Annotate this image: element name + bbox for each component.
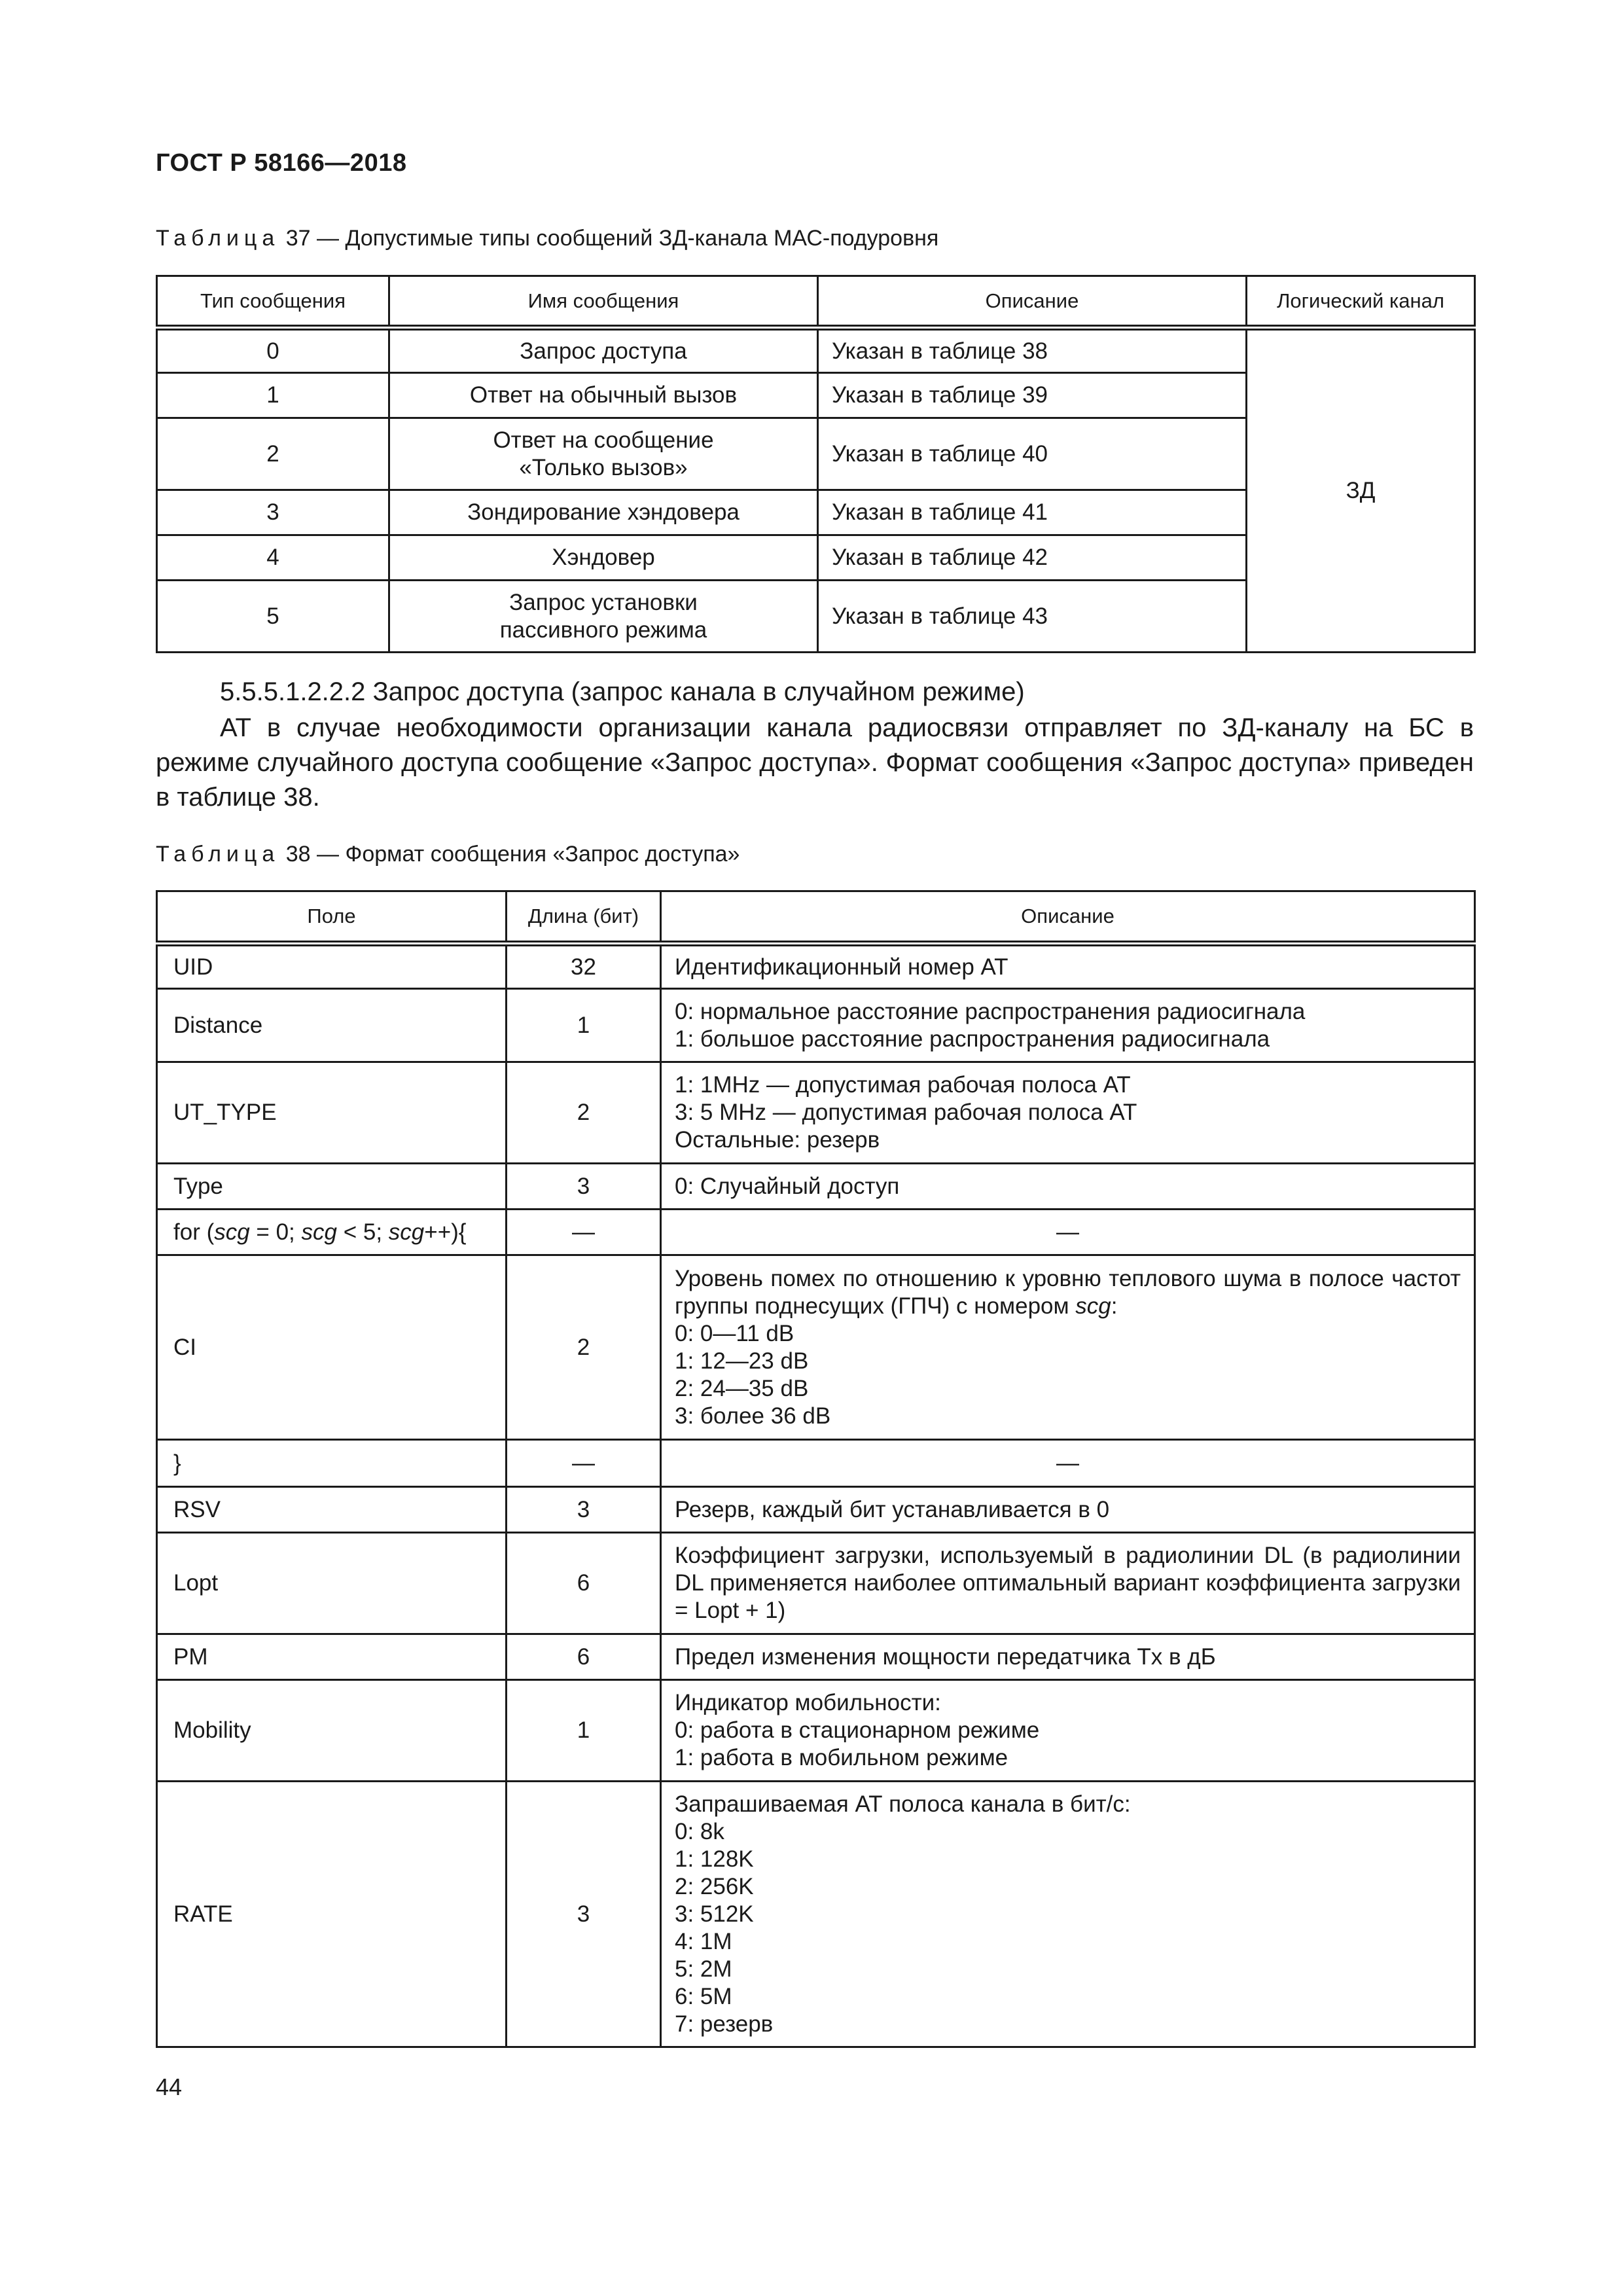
- header-cell: Описание: [818, 276, 1247, 328]
- desc-line: 0: 8k: [675, 1818, 724, 1844]
- cell-desc: [661, 1782, 1475, 2047]
- cell-desc: [661, 1680, 1475, 1782]
- cell-length: 6: [507, 1533, 661, 1634]
- cell-field: UT_TYPE: [157, 1062, 507, 1164]
- cell-name: Зондирование хэндовера: [389, 490, 818, 535]
- desc-punct: :: [1111, 1293, 1118, 1319]
- cell-length: 2: [507, 1062, 661, 1164]
- code-var: scg: [214, 1219, 250, 1245]
- cell-field: CI: [157, 1255, 507, 1440]
- desc-line: 1: 12—23 dB: [675, 1348, 809, 1374]
- cell-channel: ЗД: [1247, 328, 1475, 653]
- cell-desc: [661, 1255, 1475, 1440]
- cell-field: PM: [157, 1634, 507, 1680]
- section-heading-text: 5.5.5.1.2.2.2 Запрос доступа (запрос канала в случайном режиме): [220, 677, 1025, 706]
- table-row: [157, 1533, 1475, 1634]
- name-line: «Только вызов»: [519, 454, 688, 480]
- caption-word: Таблица: [156, 226, 280, 251]
- code-var: scg: [388, 1219, 425, 1245]
- table-row: [157, 1487, 1475, 1533]
- code-var: scg: [301, 1219, 337, 1245]
- cell-name: [389, 418, 818, 490]
- table-row: [157, 1634, 1475, 1680]
- cell-desc: 0: Случайный доступ: [661, 1164, 1475, 1210]
- desc-line: 1: работа в мобильном режиме: [675, 1745, 1008, 1770]
- document-header: ГОСТ Р 58166—2018: [156, 149, 407, 177]
- cell-desc: Указан в таблице 43: [818, 581, 1247, 653]
- desc-line: 0: нормальное расстояние распространения радиосигнала: [675, 998, 1306, 1024]
- desc-line: 3: 512K: [675, 1901, 754, 1927]
- desc-line: 6: 5M: [675, 1983, 732, 2009]
- cell-type: 4: [157, 535, 389, 581]
- cell-length: 6: [507, 1634, 661, 1680]
- cell-name: Запрос доступа: [389, 328, 818, 373]
- section-heading: [156, 675, 1474, 709]
- code-part: < 5;: [336, 1219, 389, 1245]
- cell-desc: Указан в таблице 40: [818, 418, 1247, 490]
- cell-field: Lopt: [157, 1533, 507, 1634]
- cell-field: RSV: [157, 1487, 507, 1533]
- table-row: [157, 1782, 1475, 2047]
- cell-type: 3: [157, 490, 389, 535]
- header-cell: Описание: [661, 891, 1475, 944]
- cell-type: 5: [157, 581, 389, 653]
- desc-line: Индикатор мобильности:: [675, 1690, 941, 1715]
- table-row: [157, 328, 1475, 373]
- desc-var: scg: [1075, 1293, 1111, 1319]
- caption-word: Таблица: [156, 842, 280, 867]
- desc-line: 1: большое расстояние распространения радиосигнала: [675, 1026, 1270, 1052]
- cell-desc: [661, 989, 1475, 1062]
- table-row: [157, 1680, 1475, 1782]
- cell-desc: Коэффициент загрузки, используемый в радиолинии DL (в радиолинии DL применяется наиболее оптимальный вариант коэффициента загрузки = Lopt + 1): [661, 1533, 1475, 1634]
- cell-length: 32: [507, 944, 661, 989]
- cell-length: —: [507, 1440, 661, 1487]
- header-cell: Поле: [157, 891, 507, 944]
- cell-desc: Указан в таблице 42: [818, 535, 1247, 581]
- desc-line: 3: 5 MHz — допустимая рабочая полоса АТ: [675, 1100, 1137, 1125]
- table-row: [157, 1255, 1475, 1440]
- caption-text: 37 — Допустимые типы сообщений ЗД-канала МАС-подуровня: [285, 226, 939, 251]
- cell-field: Distance: [157, 989, 507, 1062]
- cell-length: 1: [507, 1680, 661, 1782]
- code-part: = 0;: [249, 1219, 302, 1245]
- cell-desc: Предел изменения мощности передатчика Tx в дБ: [661, 1634, 1475, 1680]
- cell-field: UID: [157, 944, 507, 989]
- cell-field: }: [157, 1440, 507, 1487]
- table-header-row: [157, 891, 1475, 944]
- table-37: [156, 275, 1476, 653]
- cell-length: 3: [507, 1782, 661, 2047]
- desc-line: 7: резерв: [675, 2011, 774, 2037]
- cell-length: 3: [507, 1164, 661, 1210]
- desc-line: 1: 128K: [675, 1846, 754, 1872]
- code-part: ++){: [424, 1219, 467, 1245]
- cell-name: Ответ на обычный вызов: [389, 373, 818, 418]
- table-37-caption: [156, 226, 938, 251]
- table-38: [156, 890, 1476, 2048]
- table-row: [157, 989, 1475, 1062]
- desc-line: 5: 2M: [675, 1956, 732, 1982]
- desc-line: 3: более 36 dB: [675, 1403, 831, 1429]
- desc-line: 4: 1M: [675, 1928, 732, 1954]
- cell-field: RATE: [157, 1782, 507, 2047]
- code-part: for (: [173, 1219, 215, 1245]
- cell-desc: Резерв, каждый бит устанавливается в 0: [661, 1487, 1475, 1533]
- desc-line: 1: 1MHz — допустимая рабочая полоса АТ: [675, 1072, 1131, 1098]
- desc-line: 0: работа в стационарном режиме: [675, 1717, 1040, 1743]
- cell-desc: Указан в таблице 38: [818, 328, 1247, 373]
- desc-line: 0: 0—11 dB: [675, 1320, 794, 1346]
- table-row: [157, 1062, 1475, 1164]
- header-cell: Длина (бит): [507, 891, 661, 944]
- cell-type: 0: [157, 328, 389, 373]
- desc-text: [675, 1265, 1461, 1320]
- section-paragraph: АТ в случае необходимости организации канала радиосвязи отправляет по ЗД-каналу на БС в режиме случайного доступа сообщение «Запрос доступа». Формат сообщения «Запрос доступа» приведен в таблице 38.: [156, 713, 1474, 812]
- name-line: Запрос установки: [509, 589, 698, 615]
- cell-desc: —: [661, 1440, 1475, 1487]
- cell-field: Type: [157, 1164, 507, 1210]
- header-cell: Тип сообщения: [157, 276, 389, 328]
- cell-desc: Указан в таблице 41: [818, 490, 1247, 535]
- cell-length: 2: [507, 1255, 661, 1440]
- cell-desc: —: [661, 1210, 1475, 1255]
- table-row: [157, 1440, 1475, 1487]
- desc-line: Запрашиваемая АТ полоса канала в бит/с:: [675, 1791, 1131, 1817]
- cell-field: [157, 1210, 507, 1255]
- caption-text: 38 — Формат сообщения «Запрос доступа»: [285, 842, 740, 867]
- table-row: [157, 944, 1475, 989]
- table-header-row: [157, 276, 1475, 328]
- cell-desc: [661, 1062, 1475, 1164]
- table-row: [157, 1164, 1475, 1210]
- desc-line: 2: 256K: [675, 1873, 754, 1899]
- cell-desc: Указан в таблице 39: [818, 373, 1247, 418]
- name-line: пассивного режима: [499, 617, 707, 643]
- cell-desc: Идентификационный номер АТ: [661, 944, 1475, 989]
- cell-field: Mobility: [157, 1680, 507, 1782]
- desc-line: 2: 24—35 dB: [675, 1375, 809, 1401]
- cell-length: —: [507, 1210, 661, 1255]
- desc-line: Уровень помех по отношению к уровню теплового шума в полосе частот группы поднесущих (ГПЧ) с номером: [675, 1265, 1461, 1319]
- cell-length: 3: [507, 1487, 661, 1533]
- header-cell: Имя сообщения: [389, 276, 818, 328]
- cell-type: 2: [157, 418, 389, 490]
- table-38-caption: [156, 842, 740, 867]
- table-row: [157, 1210, 1475, 1255]
- cell-type: 1: [157, 373, 389, 418]
- desc-line: Остальные: резерв: [675, 1127, 880, 1153]
- page-number: 44: [156, 2073, 183, 2100]
- cell-length: 1: [507, 989, 661, 1062]
- header-cell: Логический канал: [1247, 276, 1475, 328]
- name-line: Ответ на сообщение: [493, 427, 714, 453]
- cell-name: [389, 581, 818, 653]
- cell-name: Хэндовер: [389, 535, 818, 581]
